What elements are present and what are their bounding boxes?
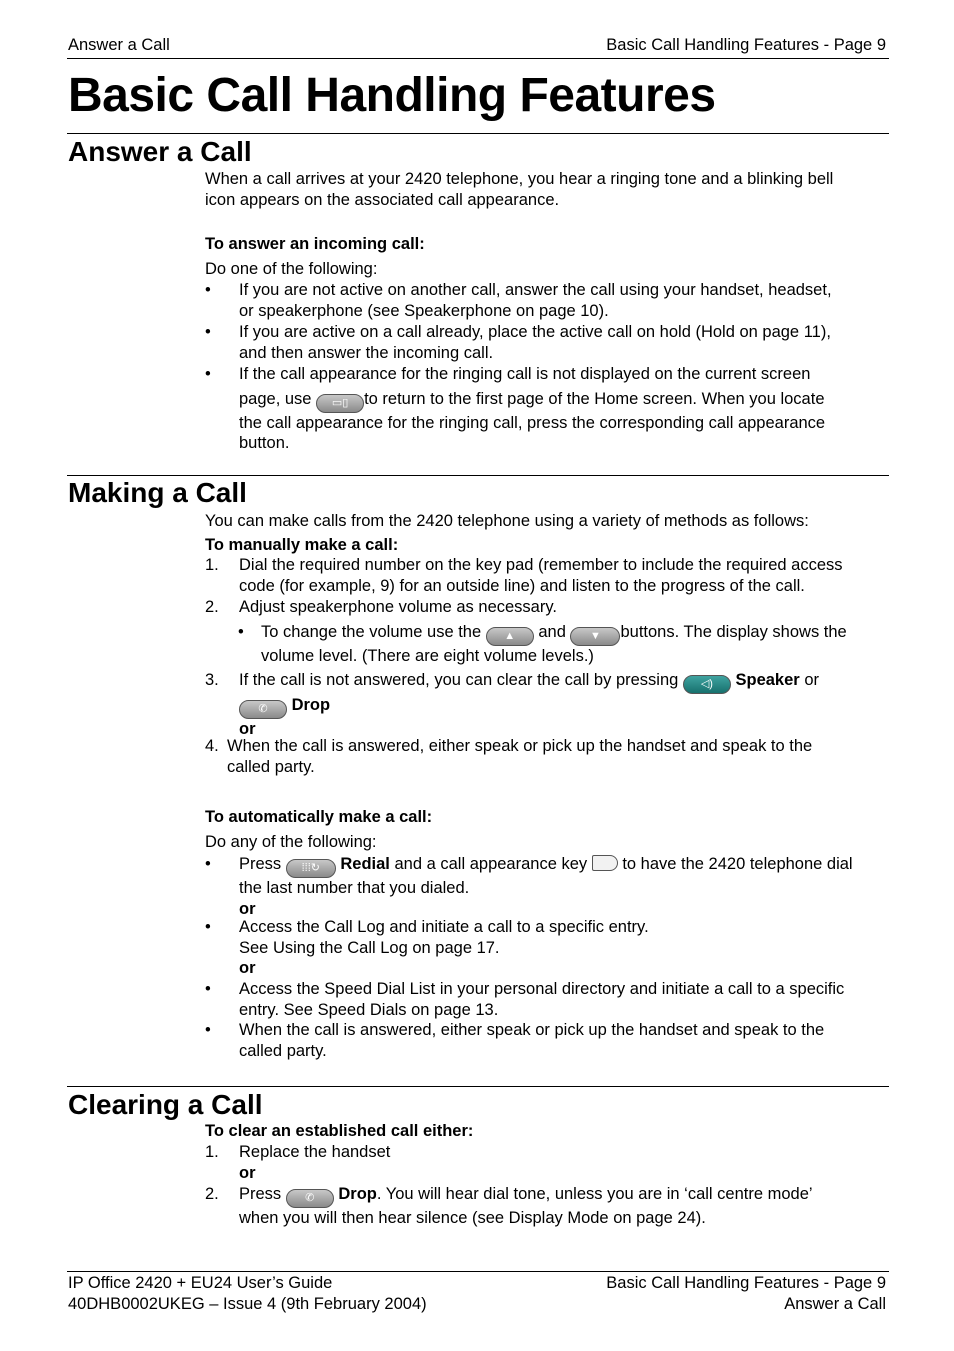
list-item-text: If you are active on a call already, place the active call on hold (Hold on page 11), <box>239 323 831 341</box>
bullet: • <box>205 1021 211 1039</box>
volume-up-icon: ▲ <box>486 627 534 646</box>
footer-right <box>606 1273 886 1314</box>
inline-text: and a call appearance key <box>394 855 588 873</box>
list-item-text: entry. See Speed Dials on page 13. <box>239 1000 499 1019</box>
inline-text: Speaker <box>735 671 800 689</box>
inline-text: To change the volume use the <box>261 623 482 641</box>
running-header-left: Answer a Call <box>68 36 170 54</box>
inline-text: Press <box>239 855 282 873</box>
inline-text: Drop <box>338 1185 377 1203</box>
or-text: or <box>239 720 256 738</box>
section-heading-clearing: Clearing a Call <box>68 1089 263 1120</box>
inline-text: page, use <box>239 389 312 408</box>
bullet: • <box>205 365 211 383</box>
section-rule <box>67 1086 889 1087</box>
inline-text: buttons. The display shows the <box>620 623 847 641</box>
footer-rule <box>67 1271 889 1272</box>
bullet: • <box>205 855 211 873</box>
list-item-text: the call appearance for the ringing call, press the corresponding call appearance <box>239 413 826 432</box>
page-title: Basic Call Handling Features <box>68 69 716 122</box>
list-item-text: Dial the required number on the key pad (remember to include the required access <box>239 556 843 574</box>
list-item-text: or speakerphone (see Speakerphone on page 10). <box>239 301 609 320</box>
answer-intro-line: icon appears on the associated call appearance. <box>205 190 560 209</box>
section-heading-answer: Answer a Call <box>68 136 252 167</box>
inline-text: . You will hear dial tone, unless you are in ‘call centre mode’ <box>376 1185 813 1203</box>
redial-icon: ⁞⁞⁞↻ <box>286 859 336 878</box>
footer-text: Answer a Call <box>784 1294 886 1313</box>
list-item-text <box>261 622 888 646</box>
manual-subhead: To manually make a call: <box>205 536 399 554</box>
auto-subhead: To automatically make a call: <box>205 808 433 826</box>
section-rule <box>67 475 889 476</box>
list-item-text: Access the Speed Dial List in your personal directory and initiate a call to a specific <box>239 980 845 998</box>
list-item-text: when you will then hear silence (see Display Mode on page 24). <box>239 1209 706 1227</box>
list-item-text: and then answer the incoming call. <box>239 343 494 362</box>
footer-left <box>68 1273 427 1314</box>
running-header-right: Basic Call Handling Features - Page 9 <box>606 36 886 54</box>
list-item-text: When the call is answered, either speak or pick up the handset and speak to the <box>227 737 813 755</box>
call-appearance-key-icon <box>592 855 618 871</box>
inline-text: Press <box>239 1185 282 1203</box>
bullet: • <box>205 980 211 998</box>
list-item-text <box>239 389 889 413</box>
speaker-icon: ◁) <box>683 675 731 694</box>
list-item-text: the last number that you dialed. <box>239 879 470 897</box>
list-item-text <box>239 670 889 694</box>
list-item-text: button. <box>239 434 290 452</box>
list-item-text: volume level. (There are eight volume levels.) <box>261 647 594 665</box>
or-text: or <box>239 899 256 918</box>
or-text: or <box>239 1163 256 1182</box>
list-number: 4. <box>205 737 219 755</box>
title-rule <box>67 133 889 134</box>
list-item-text: See Using the Call Log on page 17. <box>239 938 500 957</box>
bullet: • <box>205 323 211 341</box>
bullet: • <box>205 281 211 299</box>
inline-text: or <box>804 671 819 689</box>
home-button-icon: ▭▯ <box>316 394 364 413</box>
list-item-text: Access the Call Log and initiate a call to a specific entry. <box>239 918 649 936</box>
list-item-text <box>239 854 889 878</box>
inline-text: to have the 2420 telephone dial <box>622 855 853 873</box>
list-item-text: called party. <box>239 1041 327 1060</box>
footer-text: Basic Call Handling Features - Page 9 <box>606 1274 886 1292</box>
list-item-text: Adjust speakerphone volume as necessary. <box>239 598 557 616</box>
list-number: 2. <box>205 598 219 616</box>
section-heading-making: Making a Call <box>68 477 247 508</box>
bullet: • <box>238 623 244 641</box>
auto-lead: Do any of the following: <box>205 833 377 851</box>
or-text: or <box>239 959 256 977</box>
list-number: 2. <box>205 1185 219 1203</box>
answer-lead: Do one of the following: <box>205 260 378 278</box>
footer-text: 40DHB0002UKEG – Issue 4 (9th February 2004) <box>68 1294 427 1313</box>
list-item-text: Replace the handset <box>239 1143 391 1161</box>
list-item-text: If the call appearance for the ringing call is not displayed on the current screen <box>239 365 811 383</box>
list-number: 1. <box>205 556 219 574</box>
list-item-text: When the call is answered, either speak or pick up the handset and speak to the <box>239 1021 825 1039</box>
answer-intro-line: When a call arrives at your 2420 telephone, you hear a ringing tone and a blinking bell <box>205 170 834 188</box>
answer-intro <box>205 169 889 210</box>
inline-text: and <box>538 623 566 641</box>
list-item-text <box>239 1184 889 1208</box>
header-rule <box>67 58 889 59</box>
bullet: • <box>205 918 211 936</box>
inline-text: Drop <box>291 696 331 714</box>
clearing-subhead: To clear an established call either: <box>205 1122 474 1140</box>
list-item-text: If you are not active on another call, answer the call using your handset, headset, <box>239 281 832 299</box>
drop-icon: ✆ <box>239 700 287 719</box>
list-number: 3. <box>205 671 219 689</box>
answer-subhead: To answer an incoming call: <box>205 235 425 253</box>
inline-text: to return to the first page of the Home screen. When you locate <box>364 389 825 408</box>
list-item-text: code (for example, 9) for an outside line) and listen to the progress of the call. <box>239 576 805 595</box>
making-intro: You can make calls from the 2420 telephone using a variety of methods as follows: <box>205 512 809 530</box>
list-item-text <box>239 695 889 719</box>
list-number: 1. <box>205 1143 219 1161</box>
inline-text: If the call is not answered, you can clear the call by pressing <box>239 671 679 689</box>
list-item-text: called party. <box>227 757 315 776</box>
drop-icon: ✆ <box>286 1189 334 1208</box>
inline-text: Redial <box>340 855 390 873</box>
volume-down-icon: ▼ <box>570 627 620 646</box>
footer-text: IP Office 2420 + EU24 User’s Guide <box>68 1274 333 1292</box>
